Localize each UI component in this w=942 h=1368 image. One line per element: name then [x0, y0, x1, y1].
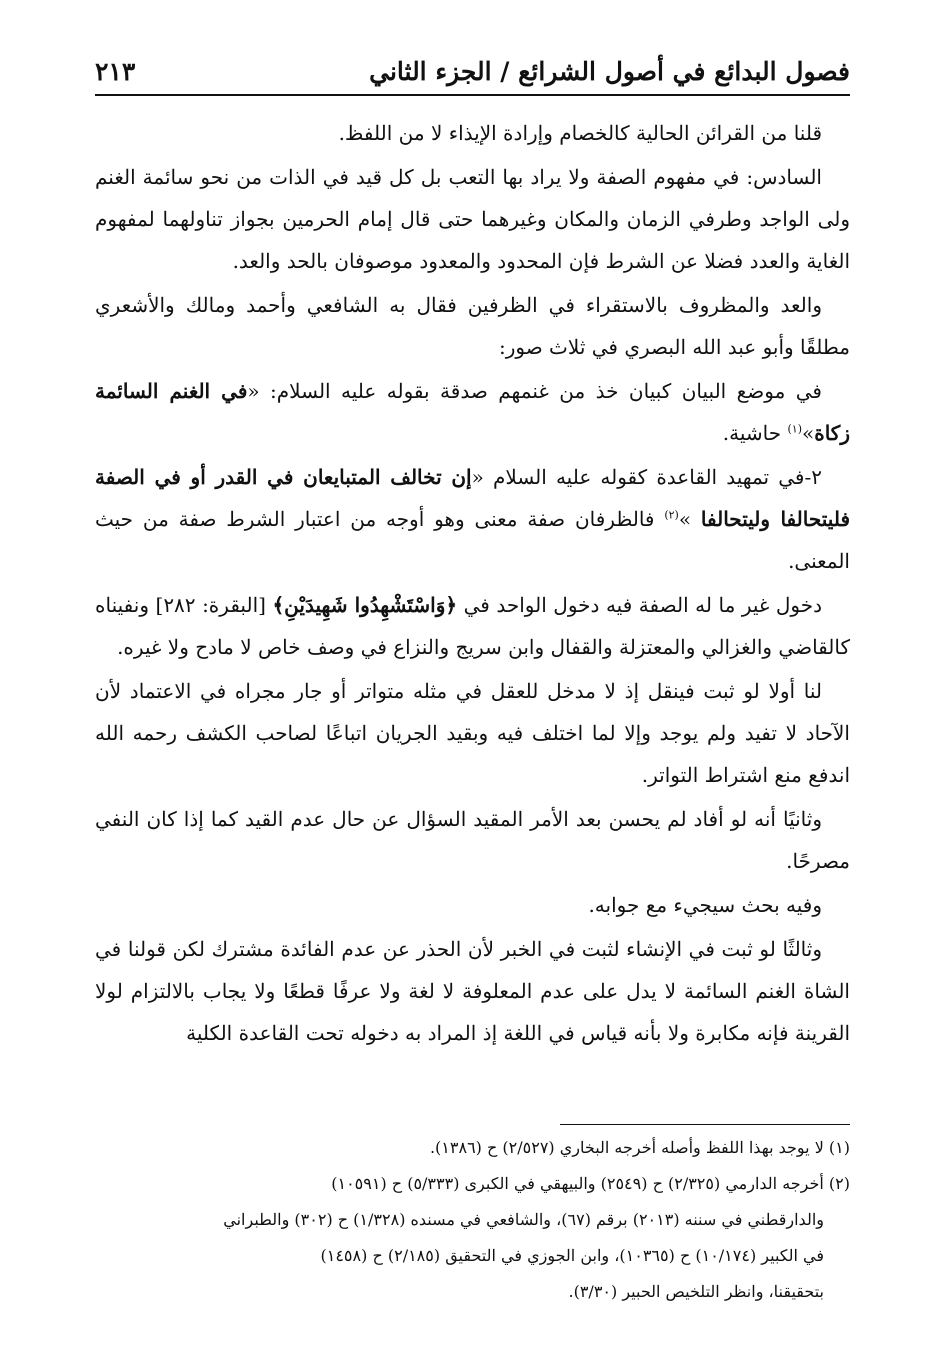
paragraph-5-text: ٢-في تمهيد القاعدة كقوله عليه السلام « — [471, 465, 822, 489]
page-number: ٢١٣ — [95, 56, 136, 86]
paragraph-6 — [95, 584, 850, 668]
paragraph-10: وثالثًا لو ثبت في الإنشاء لثبت في الخبر لأن الحذر عن عدم الفائدة مشترك لكن قولنا في الشاة الغنم السائمة لا يدل على عدم المعلوفة لا لغة ولا عرفًا قطعًا ولا يجاب بالالتزام لولا القرينة فإنه مكابرة ولا بأنه قياس في اللغة إذ المراد به دخوله تحت القاعدة الكلية — [95, 937, 850, 1045]
paragraph-8: وثانيًا أنه لو أفاد لم يحسن بعد الأمر المقيد السؤال عن حال عدم القيد كما إذا كان النفي مصرحًا. — [95, 807, 850, 873]
quote-close-1: » — [801, 421, 815, 445]
quran-verse: ﴿وَاسْتَشْهِدُوا شَهِيدَيْنِ﴾ — [272, 593, 458, 617]
paragraph-6-end: [البقرة: ٢٨٢] ونفيناه كالقاضي والغزالي والمعتزلة والقفال وابن سريج والنزاع في وصف خاص لا مادح ولا غيره. — [95, 593, 850, 659]
paragraph-9: وفيه بحث سيجيء مع جوابه. — [588, 893, 822, 917]
footnote-2-line-2: والدارقطني في سننه (٢٠١٣) برقم (٦٧)، والشافعي في مسنده (١/٣٢٨) ح (٣٠٢) والطبراني — [223, 1210, 824, 1229]
paragraph-4 — [95, 370, 850, 454]
paragraph-4-end: حاشية. — [722, 421, 788, 445]
footnote-1: (١) لا يوجد بهذا اللفظ وأصله أخرجه البخاري (٢/٥٢٧) ح (١٣٨٦). — [429, 1138, 850, 1157]
footnote-separator — [560, 1124, 850, 1125]
footnotes — [95, 1130, 850, 1310]
hadith-quote-1: في الغنم السائمة زكاة — [95, 379, 850, 445]
paragraph-4-text: في موضع البيان كبيان خذ من غنمهم صدقة بقوله عليه السلام: « — [247, 379, 822, 403]
main-text — [95, 112, 850, 1056]
footnote-2-line-3: في الكبير (١٠/١٧٤) ح (١٠٣٦٥)، وابن الجوزي في التحقيق (٢/١٨٥) ح (١٤٥٨) — [320, 1246, 824, 1265]
paragraph-5 — [95, 456, 850, 582]
running-header — [95, 48, 850, 96]
footnote-2-line-1: (٢) أخرجه الدارمي (٢/٣٢٥) ح (٢٥٤٩) والبيهقي في الكبرى (٥/٣٣٣) ح (١٠٥٩١) — [331, 1174, 850, 1193]
footnote-ref-2[interactable]: (٢) — [664, 508, 679, 522]
footnote-2-line-4: بتحقيقنا، وانظر التلخيص الحبير (٣/٣٠). — [568, 1282, 824, 1301]
paragraph-1: قلنا من القرائن الحالية كالخصام وإرادة الإيذاء لا من اللفظ. — [338, 121, 822, 145]
paragraph-5-end: فالظرفان صفة معنى وهو أوجه من اعتبار الشرط صفة من حيث المعنى. — [95, 507, 850, 573]
book-title: فصول البدائع في أصول الشرائع / الجزء الثاني — [369, 56, 850, 86]
paragraph-3: والعد والمظروف بالاستقراء في الظرفين فقال به الشافعي وأحمد ومالك والأشعري مطلقًا وأبو عبد الله البصري في ثلاث صور: — [95, 293, 850, 359]
paragraph-6-text: دخول غير ما له الصفة فيه دخول الواحد في — [457, 593, 822, 617]
quote-close-2: » — [678, 507, 701, 531]
footnote-ref-1[interactable]: (١) — [787, 422, 802, 436]
paragraph-2: السادس: في مفهوم الصفة ولا يراد بها التعب بل كل قيد في الذات من نحو سائمة الغنم ولى الواجد وطرفي الزمان والمكان وغيرهما حتى قال إمام الحرمين بجواز تناولهما لمفهوم الغاية والعدد فضلا عن الشرط فإن المحدود والمعدود موصوفان بالحد والعد. — [95, 165, 850, 273]
paragraph-7: لنا أولا لو ثبت فينقل إذ لا مدخل للعقل في مثله متواتر أو جار مجراه في الاعتماد لأن الآحاد لا تفيد ولم يوجد وإلا لما اختلف فيه وبقيد الجريان اتباعًا لصاحب الكشف رحمه الله اندفع منع اشتراط التواتر. — [95, 679, 850, 787]
hadith-quote-2: إن تخالف المتبايعان في القدر أو في الصفة فليتحالفا وليتحالفا — [95, 465, 851, 531]
